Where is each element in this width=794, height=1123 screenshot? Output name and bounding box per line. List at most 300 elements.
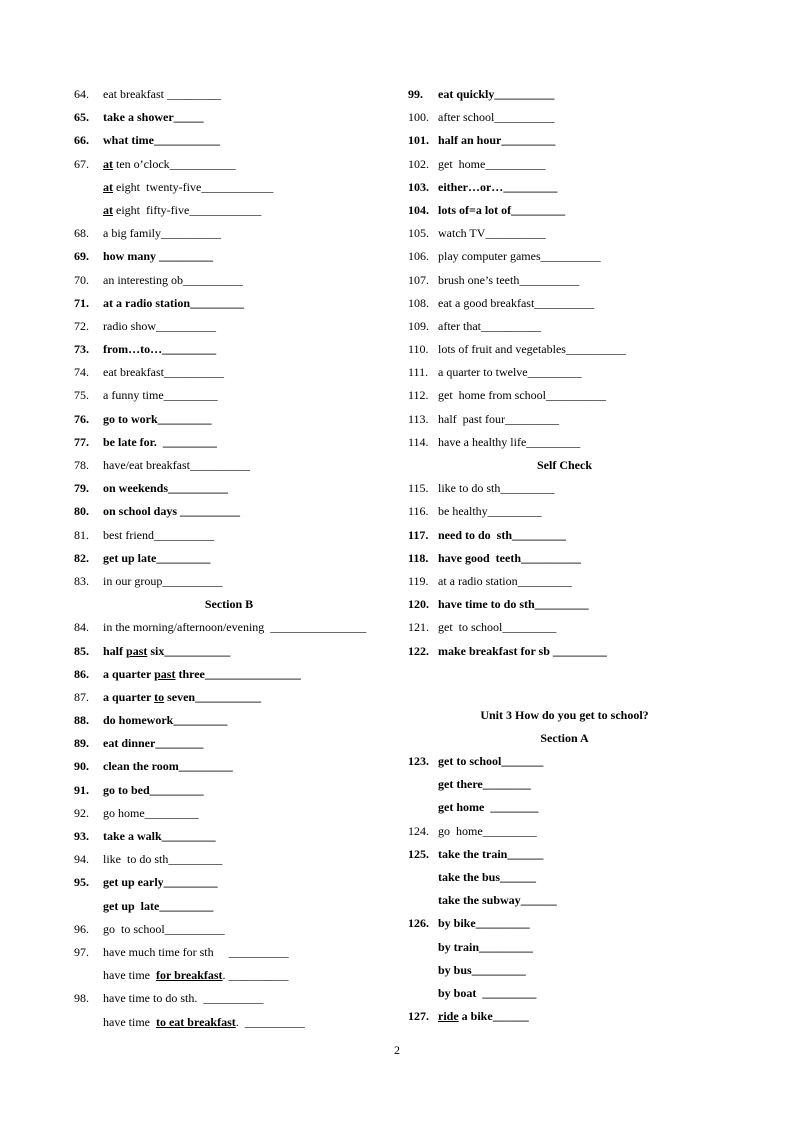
answer-blank[interactable]: __________ bbox=[168, 481, 229, 496]
answer-blank[interactable]: __________ bbox=[480, 318, 541, 333]
vocab-item bbox=[408, 293, 708, 316]
answer-blank[interactable]: _________ bbox=[527, 365, 582, 380]
item-phrase bbox=[103, 710, 227, 730]
vocab-item bbox=[74, 942, 394, 965]
answer-blank[interactable]: _________ bbox=[178, 759, 233, 774]
item-number: 108. bbox=[408, 295, 429, 310]
item-number: 111. bbox=[408, 365, 429, 380]
answer-blank[interactable]: _______ bbox=[501, 754, 544, 769]
answer-blank[interactable]: __________ bbox=[565, 342, 626, 357]
answer-blank[interactable]: __________ bbox=[182, 272, 243, 287]
item-phrase bbox=[438, 774, 531, 794]
answer-blank[interactable]: _________ bbox=[482, 985, 537, 1000]
vocab-item bbox=[74, 780, 394, 803]
phrase-text: like to do sth bbox=[438, 481, 501, 496]
vocab-item bbox=[74, 339, 394, 362]
column-spacer bbox=[408, 664, 708, 705]
answer-blank[interactable]: _________ bbox=[500, 481, 555, 496]
vocab-item bbox=[74, 965, 394, 988]
answer-blank[interactable]: ________ bbox=[155, 736, 204, 751]
answer-blank[interactable]: __________ bbox=[203, 991, 264, 1006]
phrase-text: get up early bbox=[103, 875, 164, 890]
vocab-item bbox=[408, 774, 708, 797]
item-phrase bbox=[438, 797, 538, 817]
item-phrase bbox=[103, 849, 222, 869]
answer-blank[interactable]: _________ bbox=[512, 527, 567, 542]
phrase-text: at bbox=[103, 202, 113, 217]
vocab-item bbox=[408, 548, 708, 571]
phrase-text: a quarter to twelve bbox=[438, 365, 528, 380]
vocab-item bbox=[74, 525, 394, 548]
vocab-item bbox=[74, 293, 394, 316]
item-number: 119. bbox=[408, 573, 429, 588]
item-phrase bbox=[438, 844, 543, 864]
answer-blank[interactable]: _________ bbox=[552, 643, 607, 658]
vocab-item bbox=[74, 130, 394, 153]
section-heading: Self Check bbox=[537, 458, 592, 472]
answer-blank[interactable]: _________ bbox=[163, 875, 218, 890]
phrase-text: past bbox=[126, 643, 148, 658]
answer-blank[interactable]: ____________ bbox=[201, 179, 274, 194]
answer-blank[interactable]: _________ bbox=[479, 939, 534, 954]
vocab-item bbox=[74, 177, 394, 200]
item-phrase bbox=[103, 965, 289, 985]
phrase-text: get home bbox=[438, 800, 491, 815]
item-number: 77. bbox=[74, 434, 89, 449]
item-phrase bbox=[103, 339, 216, 359]
answer-blank[interactable]: ____________ bbox=[189, 202, 262, 217]
item-number: 98. bbox=[74, 991, 89, 1006]
phrase-text: in the morning/afternoon/evening bbox=[103, 620, 271, 635]
phrase-text: take the subway bbox=[438, 893, 521, 908]
vocab-item bbox=[74, 548, 394, 571]
item-phrase bbox=[103, 130, 220, 150]
phrase-text: an interesting ob bbox=[103, 272, 183, 287]
item-phrase bbox=[103, 919, 225, 939]
phrase-text: go to bed bbox=[103, 782, 150, 797]
phrase-text: be healthy bbox=[438, 504, 488, 519]
vocab-item bbox=[74, 826, 394, 849]
phrase-text: half past four bbox=[438, 411, 505, 426]
answer-blank[interactable]: _________ bbox=[163, 388, 218, 403]
item-phrase bbox=[438, 293, 594, 313]
answer-blank[interactable]: _________ bbox=[162, 434, 217, 449]
phrase-text: take a shower bbox=[103, 110, 174, 125]
phrase-text: eat a good breakfast bbox=[438, 295, 535, 310]
answer-blank[interactable]: __________ bbox=[494, 87, 555, 101]
phrase-text: at bbox=[103, 156, 113, 171]
vocab-item bbox=[74, 432, 394, 455]
item-phrase bbox=[103, 107, 204, 127]
item-number: 68. bbox=[74, 226, 89, 241]
answer-blank[interactable]: __________ bbox=[540, 249, 601, 264]
vocab-item bbox=[74, 988, 394, 1011]
phrase-text: on school days bbox=[103, 504, 181, 519]
item-phrase bbox=[103, 803, 199, 823]
answer-blank[interactable]: ________________ bbox=[270, 620, 367, 635]
vocab-item bbox=[74, 316, 394, 339]
phrase-text: take the train bbox=[438, 846, 508, 861]
answer-blank[interactable]: _________ bbox=[503, 179, 558, 194]
phrase-text: get up late bbox=[103, 550, 157, 565]
item-number: 91. bbox=[74, 782, 89, 797]
item-number: 86. bbox=[74, 666, 89, 681]
item-number: 112. bbox=[408, 388, 429, 403]
answer-blank[interactable]: __________ bbox=[156, 318, 216, 333]
item-number: 101. bbox=[408, 133, 429, 148]
item-number: 85. bbox=[74, 643, 89, 658]
vocab-item bbox=[408, 617, 708, 640]
answer-blank[interactable]: __________ bbox=[164, 921, 225, 936]
item-number: 83. bbox=[74, 573, 89, 588]
answer-blank[interactable]: ________ bbox=[482, 777, 531, 792]
answer-blank[interactable]: _________ bbox=[534, 597, 589, 612]
item-number: 114. bbox=[408, 434, 429, 449]
answer-blank[interactable]: __________ bbox=[160, 226, 221, 241]
phrase-text: lots of=a lot of bbox=[438, 202, 512, 217]
item-phrase bbox=[103, 154, 236, 174]
item-number: 70. bbox=[74, 272, 89, 287]
answer-blank[interactable]: __________ bbox=[153, 527, 214, 542]
answer-blank[interactable]: _________ bbox=[173, 713, 228, 728]
vocab-item bbox=[408, 339, 708, 362]
item-phrase bbox=[103, 84, 221, 104]
item-phrase bbox=[438, 890, 557, 910]
item-phrase bbox=[103, 571, 222, 591]
phrase-text: have time bbox=[103, 1014, 156, 1029]
item-number: 97. bbox=[74, 944, 89, 959]
answer-blank[interactable]: __________ bbox=[545, 388, 606, 403]
phrase-text: either…or… bbox=[438, 179, 504, 194]
item-number: 72. bbox=[74, 318, 89, 333]
phrase-text: past bbox=[154, 666, 176, 681]
vocab-item bbox=[74, 478, 394, 501]
item-phrase bbox=[438, 478, 554, 498]
vocab-item bbox=[74, 84, 394, 107]
item-number: 120. bbox=[408, 597, 429, 612]
vocab-item bbox=[408, 246, 708, 269]
phrase-text: get home from school bbox=[438, 388, 546, 403]
answer-blank[interactable]: ______ bbox=[500, 870, 537, 884]
page-number: 2 bbox=[394, 1043, 400, 1057]
phrase-text: ten o’clock bbox=[113, 156, 170, 171]
phrase-text: do homework bbox=[103, 713, 174, 728]
phrase-text: eat dinner bbox=[103, 736, 156, 751]
phrase-text: take the bus bbox=[438, 870, 501, 884]
vocab-item bbox=[74, 154, 394, 177]
phrase-text: have a healthy life bbox=[438, 434, 527, 449]
item-number: 116. bbox=[408, 504, 429, 519]
vocab-item bbox=[408, 385, 708, 408]
phrase-text: on weekends bbox=[103, 481, 169, 496]
answer-blank[interactable]: _________ bbox=[149, 782, 204, 797]
answer-blank[interactable]: __________ bbox=[162, 573, 223, 588]
answer-blank[interactable]: ______ bbox=[507, 846, 544, 861]
vocab-item bbox=[408, 594, 708, 617]
answer-blank[interactable]: __________ bbox=[228, 968, 289, 983]
vocab-item bbox=[408, 960, 708, 983]
vocab-item bbox=[74, 664, 394, 687]
phrase-text: at bbox=[103, 179, 113, 194]
item-number: 65. bbox=[74, 110, 89, 125]
phrase-text: brush one’s teeth bbox=[438, 272, 520, 287]
phrase-text: at a radio station bbox=[438, 573, 518, 588]
phrase-text: how many bbox=[103, 249, 160, 264]
phrase-text: at a radio station bbox=[103, 295, 190, 310]
item-number: 75. bbox=[74, 388, 89, 403]
vocab-item bbox=[408, 177, 708, 200]
vocab-item bbox=[408, 501, 708, 524]
vocab-item bbox=[74, 872, 394, 895]
item-phrase bbox=[103, 826, 216, 846]
phrase-text: after that bbox=[438, 318, 481, 333]
item-phrase bbox=[438, 594, 589, 614]
vocab-item bbox=[74, 617, 394, 640]
answer-blank[interactable]: ________ bbox=[490, 800, 539, 815]
item-phrase bbox=[438, 525, 566, 545]
item-phrase bbox=[103, 455, 250, 475]
answer-blank[interactable]: __________ bbox=[494, 110, 555, 125]
answer-blank[interactable]: _________ bbox=[166, 87, 221, 101]
phrase-text: have good teeth bbox=[438, 550, 521, 565]
vocab-item bbox=[408, 937, 708, 960]
answer-blank[interactable]: _________ bbox=[190, 295, 244, 310]
phrase-text: six bbox=[147, 643, 165, 658]
item-phrase bbox=[438, 130, 555, 150]
vocab-item bbox=[74, 919, 394, 942]
vocab-item bbox=[408, 432, 708, 455]
item-phrase bbox=[438, 246, 601, 266]
item-phrase bbox=[438, 84, 554, 104]
item-phrase bbox=[438, 409, 559, 429]
answer-blank[interactable]: __________ bbox=[228, 944, 289, 959]
item-phrase bbox=[438, 1006, 529, 1026]
item-number: 90. bbox=[74, 759, 89, 774]
answer-blank[interactable]: ___________ bbox=[154, 133, 220, 148]
item-phrase bbox=[103, 293, 244, 313]
phrase-text: three bbox=[175, 666, 205, 681]
vocab-item bbox=[408, 107, 708, 130]
vocab-item bbox=[408, 478, 708, 501]
item-number: 109. bbox=[408, 318, 429, 333]
answer-blank[interactable]: __________ bbox=[534, 295, 595, 310]
item-phrase bbox=[103, 432, 217, 452]
answer-blank[interactable]: _________ bbox=[502, 620, 557, 635]
answer-blank[interactable]: ___________ bbox=[169, 156, 236, 171]
phrase-text: make breakfast for sb bbox=[438, 643, 553, 658]
answer-blank[interactable]: _________ bbox=[168, 852, 223, 867]
phrase-text: by train bbox=[438, 939, 480, 954]
phrase-text: eat breakfast bbox=[103, 365, 164, 380]
phrase-text: get home bbox=[438, 156, 486, 171]
vocab-item bbox=[408, 641, 708, 664]
answer-blank[interactable]: ________________ bbox=[204, 666, 301, 681]
phrase-text: be late for. bbox=[103, 434, 163, 449]
vocab-item bbox=[74, 385, 394, 408]
vocab-item bbox=[74, 223, 394, 246]
vocab-item bbox=[408, 867, 708, 890]
phrase-text: lots of fruit and vegetables bbox=[438, 342, 566, 357]
answer-blank[interactable]: __________ bbox=[521, 550, 581, 565]
vocab-item bbox=[408, 797, 708, 820]
item-number: 92. bbox=[74, 805, 89, 820]
vocab-item bbox=[408, 84, 708, 107]
vocab-item bbox=[74, 896, 394, 919]
answer-blank[interactable]: _________ bbox=[487, 504, 542, 519]
item-number: 106. bbox=[408, 249, 429, 264]
answer-blank[interactable]: ______ bbox=[492, 1009, 529, 1024]
item-phrase bbox=[438, 937, 533, 957]
item-phrase bbox=[103, 548, 210, 568]
phrase-text: like to do sth bbox=[103, 852, 169, 867]
answer-blank[interactable]: _________ bbox=[526, 434, 581, 449]
vocab-item bbox=[408, 200, 708, 223]
answer-blank[interactable]: _________ bbox=[511, 202, 566, 217]
vocab-item bbox=[408, 571, 708, 594]
item-phrase bbox=[438, 548, 581, 568]
answer-blank[interactable]: ___________ bbox=[195, 689, 262, 704]
item-phrase bbox=[103, 478, 228, 498]
answer-blank[interactable]: _________ bbox=[157, 411, 212, 426]
answer-blank[interactable]: _________ bbox=[517, 573, 572, 588]
phrase-text: get there bbox=[438, 777, 483, 792]
vocab-item bbox=[74, 849, 394, 872]
phrase-text: by bike bbox=[438, 916, 476, 931]
item-number: 93. bbox=[74, 829, 89, 843]
item-number: 123. bbox=[408, 754, 429, 769]
item-phrase bbox=[438, 316, 541, 336]
vocab-item bbox=[74, 710, 394, 733]
item-number: 69. bbox=[74, 249, 89, 264]
item-phrase bbox=[103, 617, 366, 637]
item-number: 115. bbox=[408, 481, 429, 496]
vocab-item bbox=[408, 409, 708, 432]
item-phrase bbox=[438, 571, 572, 591]
vocab-item bbox=[408, 362, 708, 385]
vocab-item bbox=[408, 270, 708, 293]
item-number: 127. bbox=[408, 1009, 429, 1024]
item-phrase bbox=[438, 223, 545, 243]
item-number: 64. bbox=[74, 87, 89, 101]
item-number: 102. bbox=[408, 156, 429, 171]
section-heading: Section A bbox=[540, 730, 589, 745]
item-phrase bbox=[438, 177, 557, 197]
phrase-text: have much time for sth bbox=[103, 944, 229, 959]
item-phrase bbox=[103, 223, 221, 243]
item-phrase bbox=[103, 641, 230, 661]
answer-blank[interactable]: _________ bbox=[475, 916, 530, 931]
phrase-text: take a walk bbox=[103, 829, 162, 843]
phrase-text: have/eat breakfast bbox=[103, 458, 190, 472]
item-phrase bbox=[103, 177, 273, 197]
item-phrase bbox=[103, 200, 261, 220]
item-phrase bbox=[438, 501, 542, 521]
answer-blank[interactable]: _________ bbox=[504, 411, 559, 426]
item-phrase bbox=[103, 988, 263, 1008]
vocab-item bbox=[408, 913, 708, 936]
answer-blank[interactable]: __________ bbox=[180, 504, 241, 519]
phrase-text: a quarter bbox=[103, 689, 155, 704]
answer-blank[interactable]: __________ bbox=[244, 1014, 305, 1029]
item-number: 118. bbox=[408, 550, 429, 565]
item-phrase bbox=[103, 362, 224, 382]
answer-blank[interactable]: ___________ bbox=[164, 643, 231, 658]
vocab-item bbox=[408, 751, 708, 774]
item-number: 81. bbox=[74, 527, 89, 542]
vocab-item bbox=[408, 154, 708, 177]
item-phrase bbox=[103, 872, 218, 892]
vocab-item bbox=[74, 501, 394, 524]
phrase-text: what time bbox=[103, 133, 154, 148]
answer-blank[interactable]: ______ bbox=[520, 893, 557, 908]
item-number: 104. bbox=[408, 202, 429, 217]
item-phrase bbox=[438, 107, 554, 127]
answer-blank[interactable]: _________ bbox=[159, 898, 214, 913]
item-phrase bbox=[438, 154, 545, 174]
answer-blank[interactable]: _________ bbox=[144, 805, 199, 820]
phrase-text: in our group bbox=[103, 573, 163, 588]
phrase-text: have time bbox=[103, 968, 156, 983]
item-number: 105. bbox=[408, 226, 429, 241]
item-number: 122. bbox=[408, 643, 429, 658]
phrase-text: eat breakfast bbox=[103, 87, 167, 101]
item-number: 95. bbox=[74, 875, 89, 890]
vocab-item bbox=[74, 687, 394, 710]
answer-blank[interactable]: _________ bbox=[156, 550, 211, 565]
answer-blank[interactable]: _________ bbox=[482, 823, 537, 838]
item-phrase bbox=[103, 687, 261, 707]
vocab-item bbox=[74, 455, 394, 478]
answer-blank[interactable]: __________ bbox=[485, 156, 546, 171]
section-heading: Section B bbox=[204, 597, 254, 612]
answer-blank[interactable]: __________ bbox=[189, 458, 250, 472]
item-number: 76. bbox=[74, 411, 89, 426]
vocab-item bbox=[408, 1006, 708, 1029]
answer-blank[interactable]: _________ bbox=[161, 829, 216, 843]
answer-blank[interactable]: __________ bbox=[163, 365, 224, 380]
item-phrase bbox=[103, 1012, 305, 1032]
answer-blank[interactable]: _________ bbox=[162, 342, 217, 357]
vocab-item bbox=[408, 130, 708, 153]
phrase-text: after school bbox=[438, 110, 495, 125]
vocab-item bbox=[408, 316, 708, 339]
item-phrase bbox=[438, 867, 536, 887]
answer-blank[interactable]: __________ bbox=[519, 272, 580, 287]
item-number: 84. bbox=[74, 620, 89, 635]
item-number: 100. bbox=[408, 110, 429, 125]
item-phrase bbox=[438, 385, 606, 405]
item-number: 71. bbox=[74, 295, 89, 310]
item-number: 78. bbox=[74, 458, 89, 472]
vocab-item bbox=[74, 641, 394, 664]
answer-blank[interactable]: _____ bbox=[173, 110, 204, 125]
vocab-item bbox=[74, 409, 394, 432]
answer-blank[interactable]: _________ bbox=[159, 249, 214, 264]
phrase-text: get to school bbox=[438, 620, 503, 635]
phrase-text: go home bbox=[103, 805, 145, 820]
phrase-text: eight twenty-five bbox=[113, 179, 202, 194]
item-phrase bbox=[438, 617, 556, 637]
item-phrase bbox=[438, 960, 526, 980]
answer-blank[interactable]: __________ bbox=[485, 226, 546, 241]
phrase-text: . bbox=[222, 968, 229, 983]
answer-blank[interactable]: _________ bbox=[501, 133, 556, 148]
phrase-text: go to work bbox=[103, 411, 158, 426]
vocab-item bbox=[408, 223, 708, 246]
item-number: 99. bbox=[408, 87, 423, 101]
answer-blank[interactable]: _________ bbox=[471, 962, 526, 977]
item-number: 74. bbox=[74, 365, 89, 380]
